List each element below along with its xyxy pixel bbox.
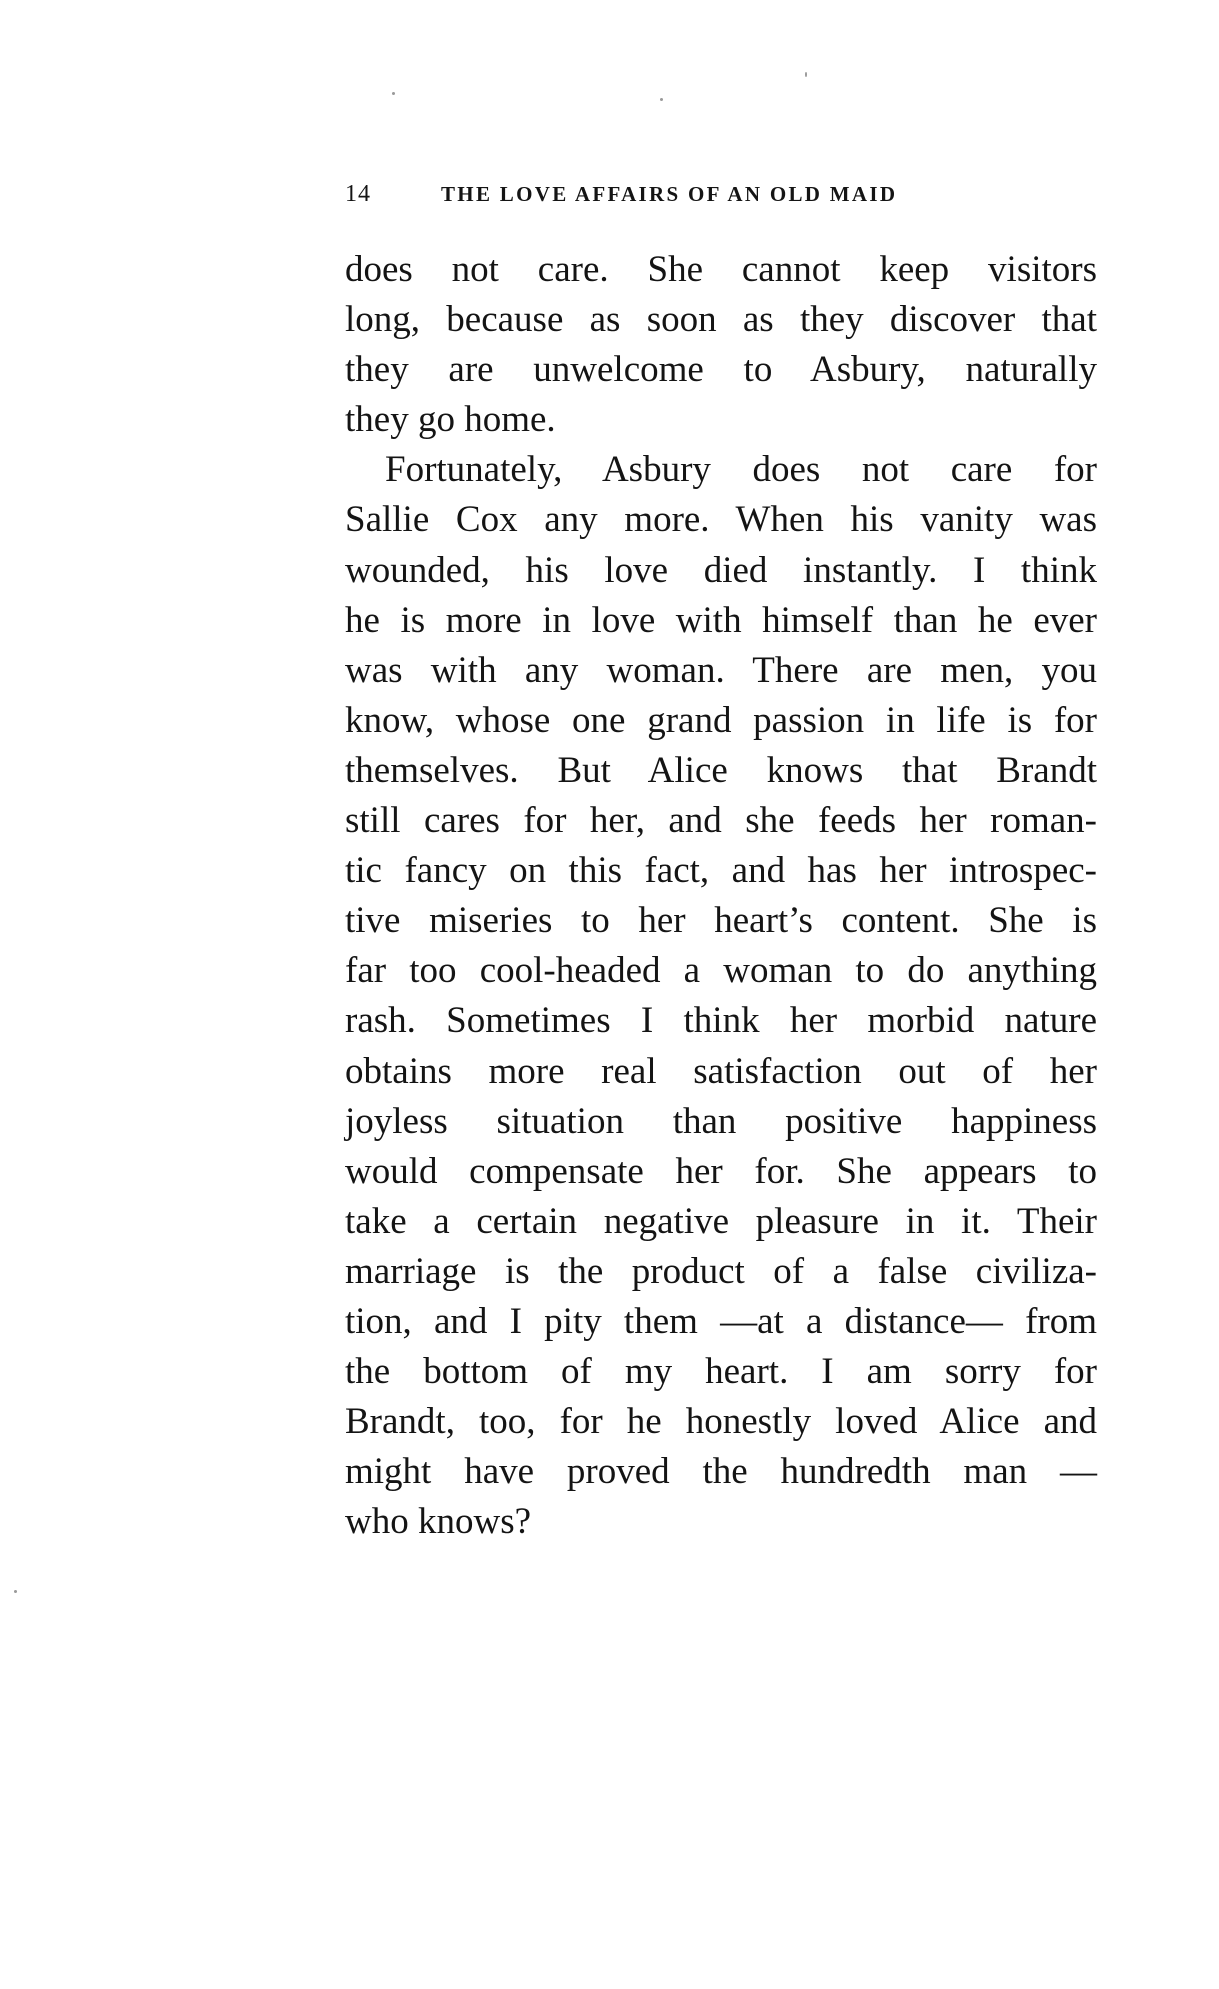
text-line: he is more in love with himself than he ever xyxy=(345,599,1097,641)
text-line: the bottom of my heart. I am sorry for xyxy=(345,1351,1097,1393)
text-line: might have proved the hundredth man — xyxy=(345,1451,1097,1493)
text-line: joyless situation than positive happiness xyxy=(345,1100,1097,1142)
text-line: wounded, his love died instantly. I think xyxy=(345,549,1097,591)
running-head xyxy=(345,178,1105,210)
text-line: obtains more real satisfaction out of her xyxy=(345,1050,1097,1092)
text-line: tion, and I pity them —at a distance— from xyxy=(345,1300,1097,1342)
text-line: marriage is the product of a false civiliza- xyxy=(345,1250,1097,1292)
print-speck xyxy=(805,72,807,77)
text-line: know, whose one grand passion in life is for xyxy=(345,699,1097,741)
text-line: they are unwelcome to Asbury, naturally xyxy=(345,349,1097,391)
running-title: THE LOVE AFFAIRS OF AN OLD MAID xyxy=(441,182,898,206)
text-line: was with any woman. There are men, you xyxy=(345,649,1097,691)
text-line: Sallie Cox any more. When his vanity was xyxy=(345,499,1097,541)
text-line: tic fancy on this fact, and has her introspec- xyxy=(345,850,1097,892)
page-number: 14 xyxy=(345,181,371,207)
text-line: who knows? xyxy=(345,1501,532,1543)
text-line: take a certain negative pleasure in it. Their xyxy=(345,1200,1097,1242)
text-line: would compensate her for. She appears to xyxy=(345,1150,1097,1192)
text-line: rash. Sometimes I think her morbid nature xyxy=(345,1000,1097,1042)
text-line: far too cool-headed a woman to do anything xyxy=(345,950,1097,992)
text-line: long, because as soon as they discover that xyxy=(345,299,1097,341)
print-speck xyxy=(392,92,395,95)
text-line: does not care. She cannot keep visitors xyxy=(345,249,1097,290)
text-line: they go home. xyxy=(345,399,556,441)
text-line: still cares for her, and she feeds her roman- xyxy=(345,800,1097,842)
text-line: tive miseries to her heart’s content. She is xyxy=(345,900,1097,942)
print-speck xyxy=(14,1590,17,1593)
text-line: Brandt, too, for he honestly loved Alice and xyxy=(345,1401,1097,1443)
body-text xyxy=(345,245,1097,1547)
print-speck xyxy=(660,98,663,101)
text-line: Fortunately, Asbury does not care for xyxy=(385,449,1097,491)
text-line: themselves. But Alice knows that Brandt xyxy=(345,749,1097,791)
